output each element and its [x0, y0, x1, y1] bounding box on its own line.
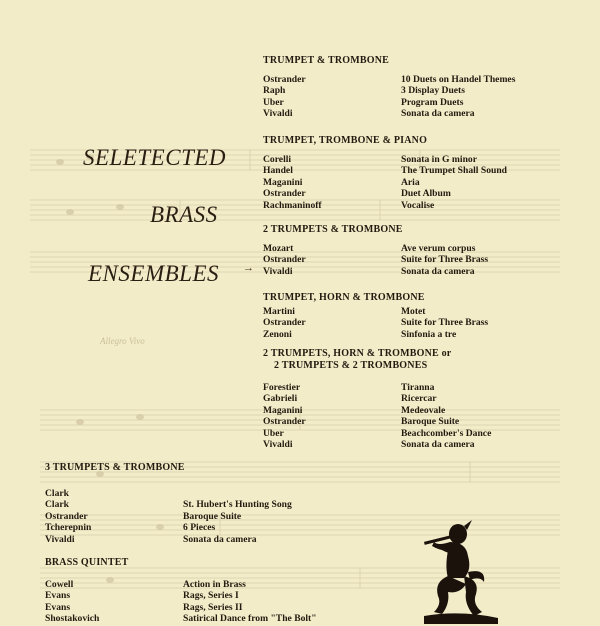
tempo-watermark: Allegro Vivo — [100, 336, 145, 346]
piece: 6 Pieces — [183, 522, 216, 534]
composer: Vivaldi — [263, 108, 293, 120]
piece: Sonata da camera — [401, 265, 475, 277]
piece: Tiranna — [401, 382, 435, 393]
list-item — [263, 265, 475, 277]
section-title: 2 TRUMPETS & TROMBONE — [263, 224, 403, 235]
section-2-trumpets-trombone — [263, 224, 489, 277]
list-item — [263, 243, 476, 254]
piece: Rags, Series I — [183, 590, 239, 602]
section-3-trumpets-trombone — [45, 462, 292, 545]
composer: Tcherepnin — [45, 522, 92, 534]
list-item — [263, 317, 489, 329]
list-item — [263, 438, 475, 450]
list-item — [263, 96, 464, 108]
piece: Sonata da camera — [401, 438, 475, 450]
list-item — [263, 427, 492, 439]
piece: Action in Brass — [183, 579, 246, 590]
composer: Vivaldi — [263, 438, 293, 450]
composer: Rachmaninoff — [263, 199, 322, 211]
composer: Corelli — [263, 154, 292, 165]
piece: Baroque Suite — [183, 510, 242, 522]
piece: Program Duets — [401, 96, 464, 108]
list-item — [263, 188, 451, 200]
composer: Clark — [45, 488, 69, 499]
composer: Evans — [45, 590, 71, 602]
title-line-3: ENSEMBLES — [88, 261, 219, 286]
list-item — [263, 177, 427, 188]
composer: Ostrander — [263, 254, 306, 266]
section-brass-quintet — [45, 557, 317, 625]
section-title: BRASS QUINTET — [45, 557, 129, 568]
piece: Suite for Three Brass — [401, 254, 489, 266]
piece: The Trumpet Shall Sound — [401, 165, 508, 177]
satyr-playing-flute-icon — [420, 520, 500, 624]
title-line-2: BRASS — [150, 202, 218, 227]
composer: Ostrander — [263, 74, 306, 85]
list-item — [45, 499, 292, 511]
section-title: 2 TRUMPETS, HORN & TROMBONE or — [263, 348, 452, 359]
list-item — [263, 393, 451, 404]
piece: Duet Album — [401, 188, 451, 200]
composer: Raph — [263, 85, 286, 97]
section-trumpet-horn-trombone — [263, 292, 489, 340]
piece: Sonata da camera — [401, 108, 475, 120]
section-title: TRUMPET & TROMBONE — [263, 55, 390, 66]
piece: 10 Duets on Handel Themes — [401, 74, 516, 85]
composer: Ostrander — [263, 188, 306, 200]
piece: St. Hubert's Hunting Song — [183, 499, 292, 511]
section-trumpet-trombone — [263, 55, 516, 120]
composer: Maganini — [263, 404, 303, 416]
composer: Evans — [45, 601, 71, 613]
list-item — [45, 579, 246, 590]
piece: Suite for Three Brass — [401, 317, 489, 329]
section-title: TRUMPET, TROMBONE & PIANO — [263, 135, 428, 146]
title-line-1: SELETECTED — [83, 145, 227, 170]
list-item — [263, 154, 477, 165]
composer: Vivaldi — [45, 533, 75, 545]
composer: Forestier — [263, 382, 301, 393]
piece: Sinfonia a tre — [401, 328, 457, 340]
piece: Ave verum corpus — [401, 243, 476, 254]
composer: Martini — [263, 306, 295, 317]
list-item — [45, 533, 257, 545]
list-item — [45, 510, 242, 522]
list-item — [263, 328, 457, 340]
composer: Cowell — [45, 579, 74, 590]
list-item — [263, 165, 508, 177]
composer: Ostrander — [263, 416, 306, 428]
composer: Maganini — [263, 176, 303, 188]
list-item — [45, 613, 317, 625]
list-item — [263, 382, 451, 393]
list-item — [45, 601, 243, 613]
list-item — [263, 108, 475, 120]
composer: Uber — [263, 96, 284, 108]
list-item — [263, 199, 435, 211]
piece: Beachcomber's Dance — [401, 427, 492, 439]
piece: Ricercar — [401, 393, 437, 405]
composer: Mozart — [263, 243, 294, 254]
list-item — [45, 522, 216, 534]
section-quartet — [263, 348, 492, 450]
composer: Uber — [263, 427, 284, 439]
composer: Clark — [45, 499, 69, 511]
composer: Zenoni — [263, 328, 292, 340]
piece: Sonata in G minor — [401, 154, 477, 165]
section-trumpet-trombone-piano — [263, 135, 508, 211]
composer: Ostrander — [263, 317, 306, 329]
list-item — [263, 306, 425, 317]
piece: Sonata da camera — [183, 533, 257, 545]
piece: 3 Display Duets — [401, 85, 465, 97]
composer: Shostakovich — [45, 613, 100, 625]
piece: Aria — [401, 176, 420, 188]
section-title: 3 TRUMPETS & TROMBONE — [45, 462, 185, 473]
list-item — [45, 590, 239, 602]
section-title-alt: 2 TRUMPETS & 2 TROMBONES — [274, 360, 428, 371]
section-title: TRUMPET, HORN & TROMBONE — [263, 292, 425, 303]
piece: Motet — [401, 306, 426, 317]
composer: Ostrander — [45, 510, 88, 522]
composer: Handel — [263, 165, 293, 177]
piece: Baroque Suite — [401, 416, 460, 428]
list-item — [45, 488, 185, 499]
list-item — [263, 416, 460, 428]
piece: Rags, Series II — [183, 601, 243, 613]
list-item — [263, 405, 451, 416]
list-item — [263, 74, 516, 85]
arrow-mark: → — [243, 262, 254, 274]
composer: Gabrieli — [263, 393, 298, 405]
list-item — [263, 254, 489, 266]
piece: Satirical Dance from "The Bolt" — [183, 613, 317, 625]
list-item — [263, 85, 465, 97]
piece: Medeovale — [401, 404, 446, 416]
piece: Vocalise — [401, 199, 435, 211]
composer: Vivaldi — [263, 265, 293, 277]
